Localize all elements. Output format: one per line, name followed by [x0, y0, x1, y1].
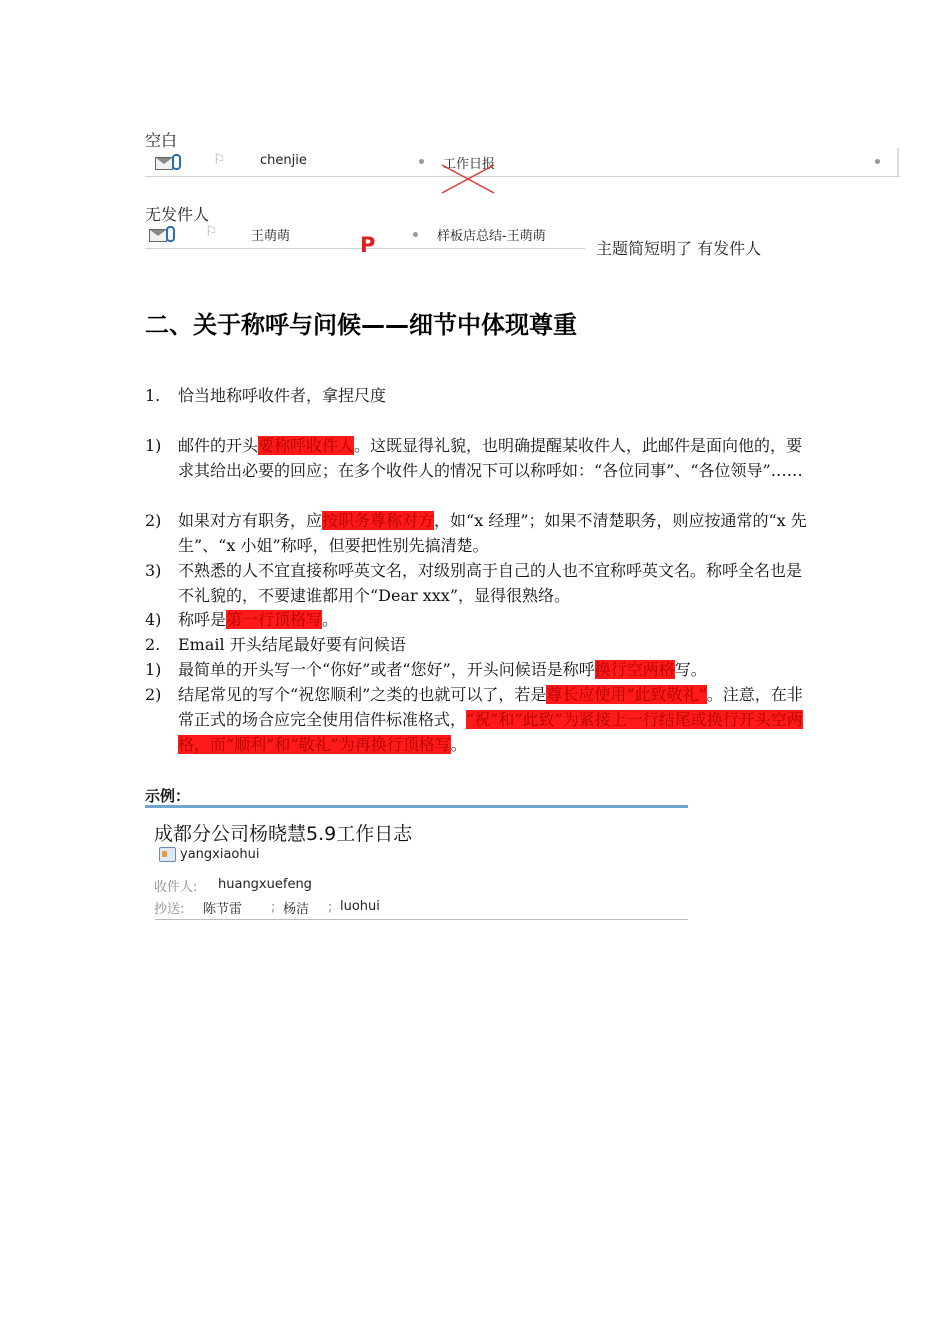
list-item — [145, 632, 810, 657]
list-item — [145, 508, 810, 558]
list-item — [145, 607, 810, 632]
scroll-edge — [897, 148, 899, 176]
mail-subject: 样板店总结-王萌萌 — [437, 229, 546, 244]
text-segment: 最简单的开头写一个“你好”或者“您好”，开头问候语是称呼 — [178, 660, 595, 679]
envelope-icon — [149, 229, 167, 242]
list-item-number: 4) — [145, 610, 162, 629]
text-segment: 写。 — [674, 660, 707, 679]
text-segment: 恰当地称呼收件者，拿捏尺度 — [178, 386, 387, 405]
sample-subject: 成都分公司杨晓慧5.9工作日志 — [154, 823, 413, 845]
text-segment: 不熟悉的人不宜直接称呼英文名，对级别高于自己的人也不宜称呼英文名。称呼全名也是不礼貌的，不要逮谁都用个“Dear xxx”，显得很熟络。 — [178, 561, 803, 605]
highlighted-text: 要称呼收件人 — [258, 436, 355, 455]
example-label-blank: 空白 — [145, 131, 178, 150]
text-segment: 。这既显得礼貌，也明确提醒某收件人，此邮件是面向他的，要求其给出必要的回应；在多个收件人的情况下可以称呼如：“各位同事”、“各位领导”…… — [178, 436, 803, 480]
example-heading: 示例： — [145, 787, 191, 805]
priority-p-mark: P — [360, 233, 376, 257]
list-item-number: 3) — [145, 561, 162, 580]
list-item-text — [178, 433, 808, 483]
list-item-text — [178, 508, 808, 558]
cross-mark-icon — [440, 163, 496, 195]
contact-card-icon — [159, 847, 176, 862]
list-item-text — [178, 632, 808, 657]
text-segment: 结尾常见的写个“祝您顺利”之类的也就可以了，若是 — [178, 685, 547, 704]
attachment-icon — [166, 226, 175, 242]
text-segment: 称呼是 — [178, 610, 227, 629]
to-label: 收件人: — [154, 880, 198, 895]
cc-label: 抄送: — [154, 902, 185, 917]
envelope-icon — [155, 157, 173, 170]
flag-icon[interactable]: ⚐ — [205, 224, 218, 240]
sample-cc-2[interactable]: 杨洁 — [283, 902, 310, 917]
text-segment: Email 开头结尾最好要有问候语 — [178, 635, 406, 654]
sample-mail-header — [145, 805, 688, 922]
status-dot-icon — [875, 159, 880, 164]
header-divider — [155, 919, 688, 920]
flag-icon[interactable]: ⚐ — [213, 152, 226, 168]
mail-subject: 工作日报 — [443, 157, 496, 172]
cc-separator: ; — [271, 900, 276, 915]
sample-cc-3[interactable]: luohui — [340, 899, 380, 914]
sample-from[interactable]: yangxiaohui — [180, 847, 260, 862]
text-segment: 。注意，在非常正式的场合应完全使用信件标准格式， — [178, 685, 803, 729]
list-item-number: 1. — [145, 386, 161, 405]
header-accent-bar — [145, 805, 688, 808]
mail-sender: 王萌萌 — [251, 229, 291, 244]
status-dot-icon — [419, 159, 424, 164]
list-item — [145, 433, 810, 508]
highlighted-text: 按职务尊称对方 — [322, 511, 435, 530]
list-item-text — [178, 607, 808, 632]
list-item-number: 1) — [145, 436, 162, 455]
text-segment: 。 — [450, 735, 467, 754]
text-segment: 邮件的开头 — [178, 436, 259, 455]
example-note: 主题简短明了 有发件人 — [596, 239, 762, 258]
text-segment: 。 — [322, 610, 339, 629]
highlighted-text: 尊长应使用“此致敬礼” — [546, 685, 707, 704]
mail-list-row-1[interactable] — [145, 150, 900, 177]
mail-sender: chenjie — [260, 153, 307, 168]
sample-cc-1[interactable]: 陈节雷 — [203, 902, 243, 917]
text-segment: 如果对方有职务，应 — [178, 511, 323, 530]
sample-to[interactable]: huangxuefeng — [218, 877, 312, 892]
list-item — [145, 657, 810, 682]
highlighted-text: 第一行顶格写 — [226, 610, 323, 629]
text-segment: ，如“x 经理”；如果不清楚职务，则应按通常的“x 先生”、“x 小姐”称呼，但要把性别先搞清楚。 — [178, 511, 807, 555]
list-item-number: 2) — [145, 511, 162, 530]
highlighted-text: 换行空两格 — [594, 660, 675, 679]
list-item — [145, 682, 810, 757]
list-item-text — [178, 383, 808, 408]
list-item — [145, 558, 810, 608]
list-item-number: 2. — [145, 635, 161, 654]
example-label-no-sender: 无发件人 — [145, 205, 210, 224]
highlighted-text: “祝”和“此致”为紧接上一行结尾或换行开头空两格，而“顺利”和“敬礼”为再换行顶格写 — [178, 710, 803, 754]
list-item-number: 2) — [145, 685, 162, 704]
list-item-number: 1) — [145, 660, 162, 679]
list-item-text — [178, 558, 808, 608]
section-title: 二、关于称呼与问候——细节中体现尊重 — [145, 311, 577, 339]
cc-separator: ; — [328, 900, 333, 915]
status-dot-icon — [413, 232, 418, 237]
list-item-text — [178, 682, 808, 757]
list-item — [145, 383, 810, 408]
attachment-icon — [172, 154, 181, 170]
list-item-text — [178, 657, 808, 682]
